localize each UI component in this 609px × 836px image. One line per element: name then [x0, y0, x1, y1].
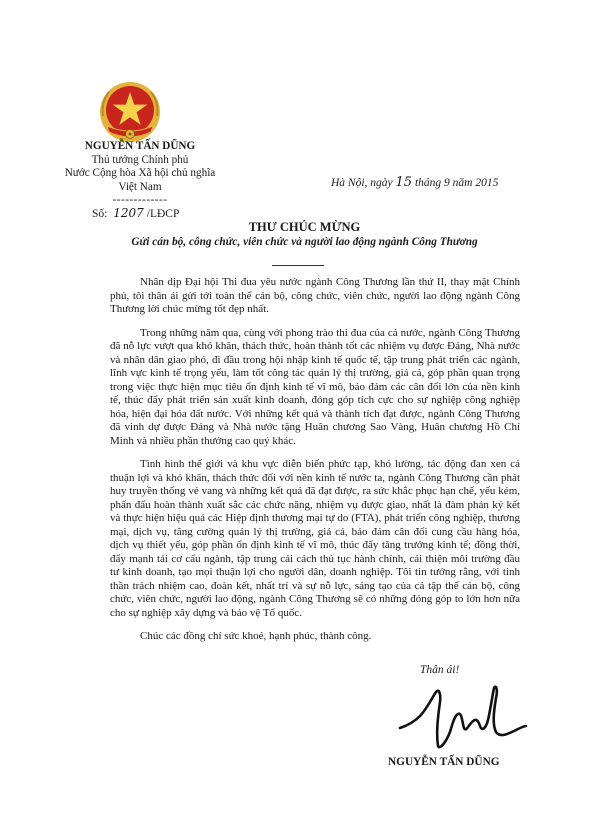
sender-separator: -------------: [112, 194, 168, 206]
letter-title: THƯ CHÚC MỪNG: [248, 220, 361, 234]
dateline-day: 15: [395, 175, 413, 190]
handwritten-signature-icon: [392, 676, 532, 756]
body-paragraph: Chúc các đồng chí sức khoẻ, hạnh phúc, thành công.: [140, 630, 372, 642]
sender-position-line: Nước Cộng hòa Xã hội chủ nghĩa: [64, 167, 216, 179]
sender-position-line: Việt Nam: [118, 180, 162, 193]
sender-block: [60, 140, 220, 208]
sender-name: NGUYỄN TẤN DŨNG: [84, 140, 196, 152]
sender-position-line: Thủ tướng Chính phủ: [91, 153, 189, 166]
signer-name: NGUYỄN TẤN DŨNG: [388, 756, 500, 768]
reference-prefix: Số:: [92, 208, 108, 220]
reference-suffix: /LĐCP: [146, 208, 180, 220]
reference-number: 1207: [113, 206, 144, 220]
national-emblem-icon: [95, 80, 165, 146]
body-paragraph: Nhân dịp Đại hội Thi đua yêu nước ngành Công Thương lần thứ II, thay mặt Chính phủ, tôi thân ái gửi tới toàn thể cán bộ, công chức, viên chức, người lao động ngành Công Thương lời chúc mừng tốt đẹp nhất.: [110, 276, 520, 315]
document-reference: [92, 206, 179, 220]
body-paragraph: Trong những năm qua, cùng với phong trào thi đua của cả nước, ngành Công Thương đã nỗ lực vượt qua khó khăn, thách thức, hoàn thành tốt các nhiệm vụ được Đảng, Nhà nước và nhân dân giao phó, đi đầu trong hội nhập kinh tế quốc tế, tập trung phát triển các ngành, lĩnh vực kinh tế trọng yếu, làm tốt công tác quản lý thị trường, giá cả, góp phần quan trọng trong việc thực hiện mục tiêu ổn định kinh tế vĩ mô, bảo đảm các cân đối lớn của nền kinh tế, thúc đẩy phát triển sản xuất kinh doanh, đóng góp tích cực cho sự nghiệp công nghiệp hóa, hiện đại hóa đất nước. Với những kết quả và thành tích đạt được, ngành Công Thương đã vinh dự được Đảng và Nhà nước tặng Huân chương Sao Vàng, Huân chương Hồ Chí Minh và nhiều phần thưởng cao quý khác.: [110, 326, 520, 447]
letter-subtitle: Gửi cán bộ, công chức, viên chức và người lao động ngành Công Thương: [131, 236, 478, 248]
dateline-suffix: tháng 9 năm 2015: [414, 177, 499, 189]
closing-salutation: Thân ái!: [420, 664, 460, 676]
body-paragraph: Tình hình thế giới và khu vực diễn biến phức tạp, khó lường, tác động đan xen cả thuận lợi và khó khăn, thách thức đối với nền kinh tế nước ta, ngành Công Thương cần phát huy truyền thống vẻ vang và những kết quả đã đạt được, ra sức khắc phục hạn chế, yếu kém, phấn đấu hoàn thành xuất sắc các chức năng, nhiệm vụ được giao, nhất là đàm phán ký kết và thực hiện hiệu quả các Hiệp định thương mại tự do (FTA), phát triển công nghiệp, thương mại, dịch vụ, tăng cường quản lý thị trường, giá cả, bảo đảm cân đối cung cầu hàng hóa, dịch vụ thiết yếu, góp phần ổn định kinh tế vĩ mô, thúc đẩy tăng trưởng kinh tế; đồng thời, đẩy mạnh tái cơ cấu ngành, tập trung cải cách thủ tục hành chính, cải thiện môi trường đầu tư kinh doanh, tạo mọi thuận lợi cho người dân, doanh nghiệp. Tôi tin tưởng rằng, với tinh thần trách nhiệm cao, đoàn kết, nhất trí và sự nỗ lực, sáng tạo của cả tập thể cán bộ, công chức, viên chức, người lao động, ngành Công Thương sẽ có những đóng góp to lớn hơn nữa cho sự nghiệp xây dựng và bảo vệ Tổ quốc.: [110, 458, 520, 619]
dateline: [331, 175, 498, 190]
dateline-prefix: Hà Nội, ngày: [331, 177, 393, 189]
letter-body: [110, 276, 520, 654]
title-divider: [272, 265, 324, 266]
